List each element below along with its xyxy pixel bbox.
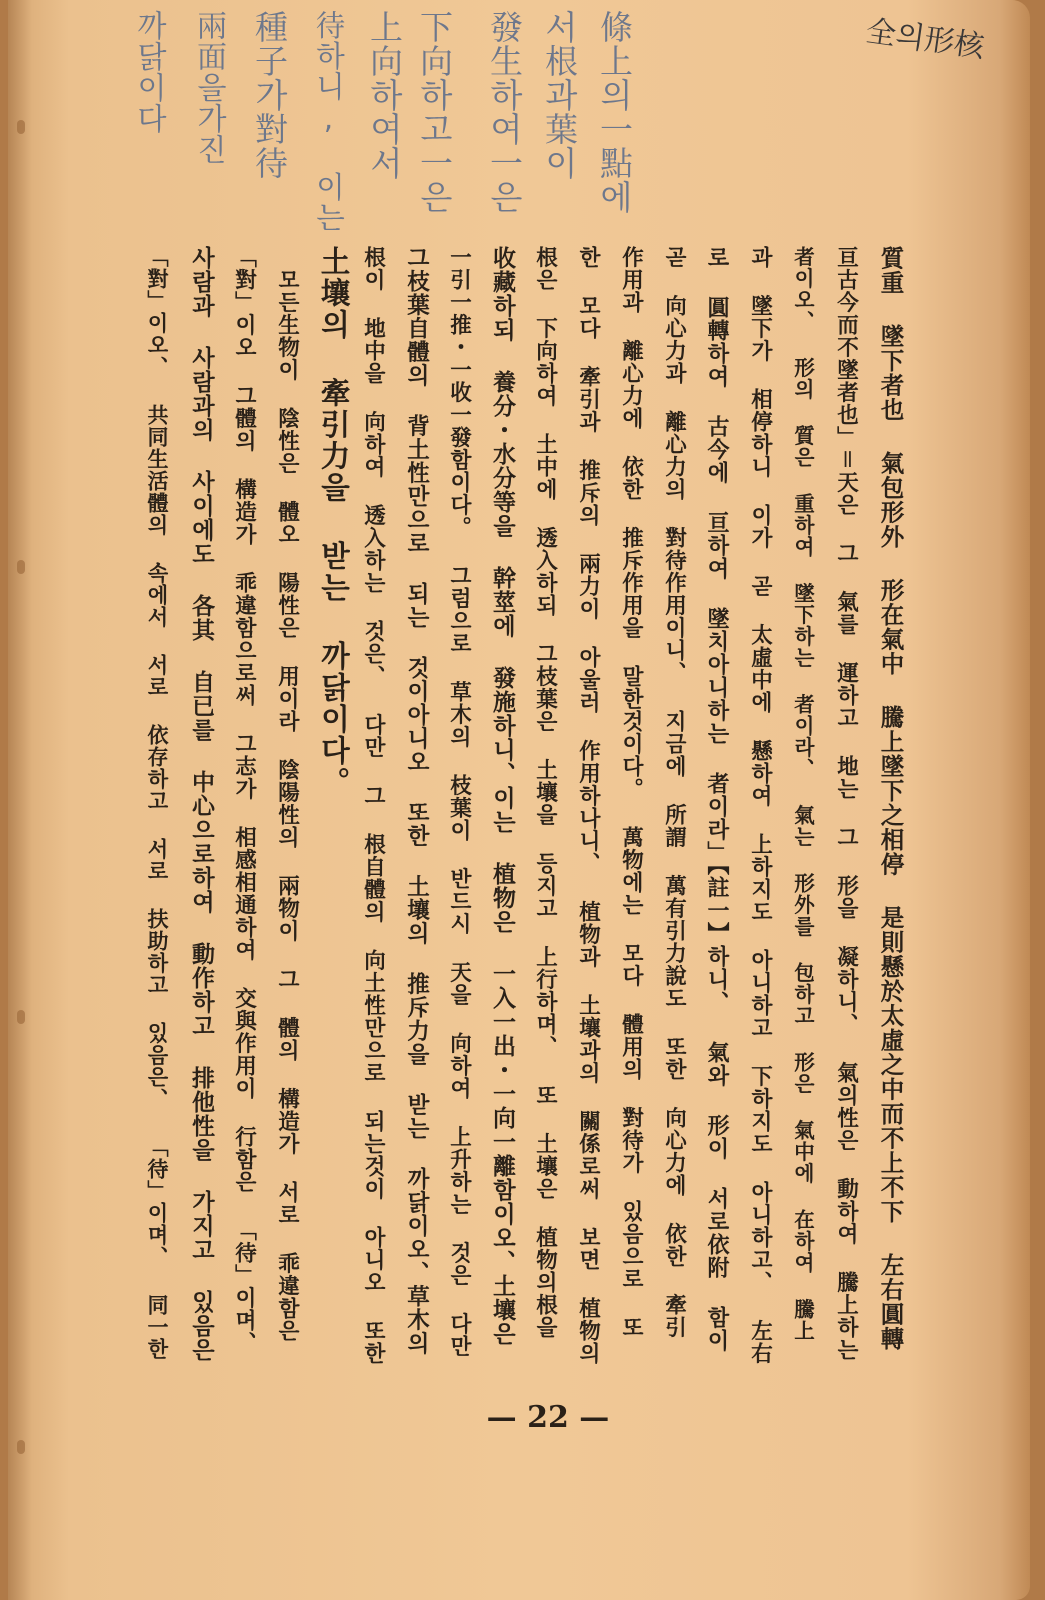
handwritten-note-line: 兩面을가진 [191,10,226,165]
text-column: 根이 地中을 向하여 透入하는 것은、 다만 그 根自體의 向土性만으로 되는것이 아니오 또한 [360,246,386,1365]
binding-hole [17,120,25,134]
page-number: — 22 — [486,1400,610,1435]
text-column: 根은 下向하여 土中에 透入하되 그枝葉은 土壤을 등지고 上行하며、 또 土壤은 植物의根을 [532,246,558,1339]
binding-hole [17,1440,25,1454]
text-column: 그枝葉自體의 背土性만으로 되는 것이아니오 또한 土壤의 推斥力을 받는 까닭이오、草木의 [403,246,430,1355]
text-column: 과 墜下가 相停하니 이가 곧 太虛中에 懸하여 上하지도 아니하고 下하지도 아니하고、 左右 [747,246,773,1365]
text-column: 한 모다 牽引과 推斥의 兩力이 아울러 作用하나니、 植物과 土壤과의 關係로써 보면 植物의 [575,246,601,1365]
text-column: 곧 向心力과 離心力의 對待作用이니、 지금에 所謂 萬有引力說도 또한 向心力에 依한 牽引 [661,246,687,1339]
text-column: 亘古今而不墜者也」＝天은 그 氣를 運하고 地는 그 形을 凝하니、 氣의性은 動하여 騰上하는 [833,246,859,1361]
handwritten-note-line: 待하니, 이는 [311,10,346,233]
text-column: 質重 墜下者也 氣包形外 形在氣中 騰上墜下之相停 是則懸於太虛之中而不上不下 左右圓轉 [876,246,905,1351]
text-column: 사람과 사람과의 사이에도 各其 自已를 中心으로하여 動作하고 排他性을 가지고 있음은 [188,246,215,1362]
handwritten-note-line: 까닭이다 [131,10,166,134]
book-page [8,0,1030,1600]
handwritten-note-line: 서根과葉이 [540,10,579,180]
binding-hole [17,560,25,574]
text-column: 「對」이오 그體의 構造가 乖違함으로써 그志가 相感相通하여 交與作用이 行함은 「待」이며、 [231,246,257,1354]
binding-hole [17,1010,25,1024]
text-column: 者이오、 形의 質은 重하여 墜下하는 者이라、 氣는 形外를 包하고 形은 氣中에 在하여 騰上 [790,246,815,1342]
handwritten-note-line: 條上의一點에 [595,10,634,214]
text-column: 土壤의 牽引力을 받는 까닭이다。 [316,246,352,798]
handwritten-note-line: 上向하여서 [365,10,404,180]
text-column: 一引一推・一收一發함이다。 그럼으로 草木의 枝葉이 반드시 天을 向하여 上升하는 것은 다만 [446,246,472,1358]
handwritten-note-line: 發生하여一은 [485,10,524,214]
handwritten-note-line: 種子가對待 [250,10,289,180]
handwritten-note-line: 下向하고一은 [415,10,454,214]
text-column: 로 圓轉하여 古今에 亘하여 墜치아니하는 者이라」【註一】하니、 氣와 形이 서로依附 함이 [704,246,730,1352]
handwritten-note-top-right: 全의形核 [863,13,987,66]
text-column: 作用과 離心力에 依한 推斥作用을 말한것이다。 萬物에는 모다 體用의 對待가 있음으로 또 [618,246,644,1339]
text-column: 收藏하되 養分・水分等을 幹莖에 發施하니、이는 植物은 一入一出・一向一離함이오、土壤은 [489,246,516,1346]
text-column: 「對」이오、 共同生活體의 속에서 서로 依存하고 서로 扶助하고 있음은、 「待」이며、 同一한 [145,246,170,1360]
text-column: 모든生物이 陰性은 體오 陽性은 用이라 陰陽性의 兩物이 그 體의 構造가 서로 乖違함은 [274,246,300,1342]
